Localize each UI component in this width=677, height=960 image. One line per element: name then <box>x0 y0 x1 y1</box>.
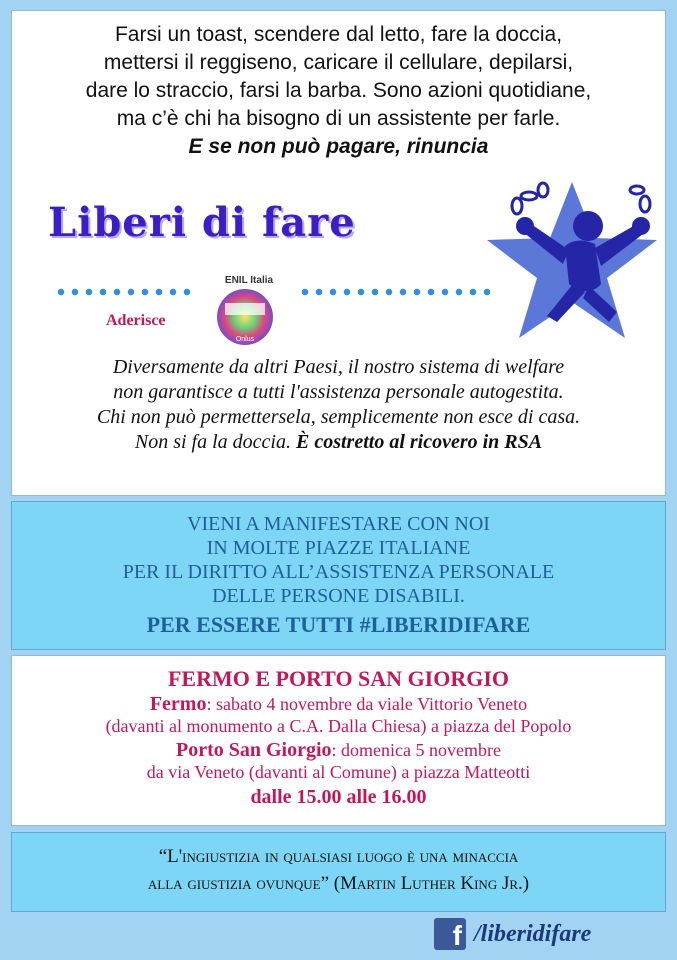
intro-line: Farsi un toast, scendere dal letto, fare la doccia, <box>114 23 563 46</box>
cta-line: DELLE PERSONE DISABILI. <box>212 585 465 607</box>
event-fermo-date <box>12 693 665 715</box>
event-psg-detail: : domenica 5 novembre <box>331 740 501 760</box>
quote-panel <box>11 832 666 912</box>
quote-line: alla giustizia ovunque” (Martin Luther King Jr.) <box>147 873 530 894</box>
cta-line: IN MOLTE PIAZZE ITALIANE <box>206 537 471 559</box>
dotted-divider-right <box>298 287 494 297</box>
partner-logo-text: Onlus <box>235 336 255 343</box>
event-fermo-detail: : sabato 4 novembre da viale Vittorio Veneto <box>206 694 528 714</box>
campaign-title: Liberi di fare <box>48 199 356 246</box>
facebook-handle[interactable]: /liberidifare <box>474 921 592 947</box>
event-psg-route: da via Veneto (davanti al Comune) a piazza Matteotti <box>146 762 531 782</box>
welfare-line <box>12 430 665 455</box>
cta-hashtag-line: PER ESSERE TUTTI #LIBERIDIFARE <box>146 612 531 637</box>
intro-emphasis: E se non può pagare, rinuncia <box>188 135 489 158</box>
event-fermo-route: (davanti al monumento a C.A. Dalla Chiesa) a piazza del Popolo <box>105 716 572 736</box>
event-times: dalle 15.00 alle 16.00 <box>250 786 427 808</box>
welfare-line: Chi non può permettersela, semplicemente non esce di casa. <box>96 406 581 428</box>
quote-line: “L'ingiustizia in qualsiasi luogo è una minaccia <box>158 846 519 867</box>
call-to-action-panel <box>11 501 666 650</box>
welfare-statement <box>12 355 665 455</box>
dotted-divider-left <box>54 287 194 297</box>
adherence-label: Aderisce <box>106 312 166 329</box>
welfare-line: non garantisce a tutti l'assistenza personale autogestita. <box>113 381 564 403</box>
intro-line: mettersi il reggiseno, caricare il cellulare, depilarsi, <box>103 51 574 74</box>
event-heading: FERMO E PORTO SAN GIORGIO <box>167 666 510 691</box>
intro-line: dare lo straccio, farsi la barba. Sono azioni quotidiane, <box>85 79 592 102</box>
intro-line: ma c’è chi ha bisogno di un assistente per farle. <box>116 107 561 130</box>
welfare-line: Diversamente da altri Paesi, il nostro sistema di welfare <box>112 356 565 378</box>
event-fermo-place: Fermo <box>149 693 207 715</box>
intro-panel <box>11 10 666 496</box>
intro-text <box>12 21 665 161</box>
event-panel <box>11 655 666 826</box>
broken-chains-star-logo <box>477 176 667 346</box>
welfare-line-bold: È costretto al ricovero in RSA <box>295 431 543 453</box>
enil-italia-logo <box>209 287 281 347</box>
event-psg-date <box>12 739 665 761</box>
partner-name: ENIL Italia <box>224 275 274 286</box>
facebook-icon[interactable]: f <box>434 918 466 950</box>
cta-line: PER IL DIRITTO ALL’ASSISTENZA PERSONALE <box>122 561 555 583</box>
welfare-line-plain: Non si fa la doccia. <box>134 431 296 453</box>
cta-line: VIENI A MANIFESTARE CON NOI <box>187 513 490 535</box>
event-psg-place: Porto San Giorgio <box>176 739 332 761</box>
